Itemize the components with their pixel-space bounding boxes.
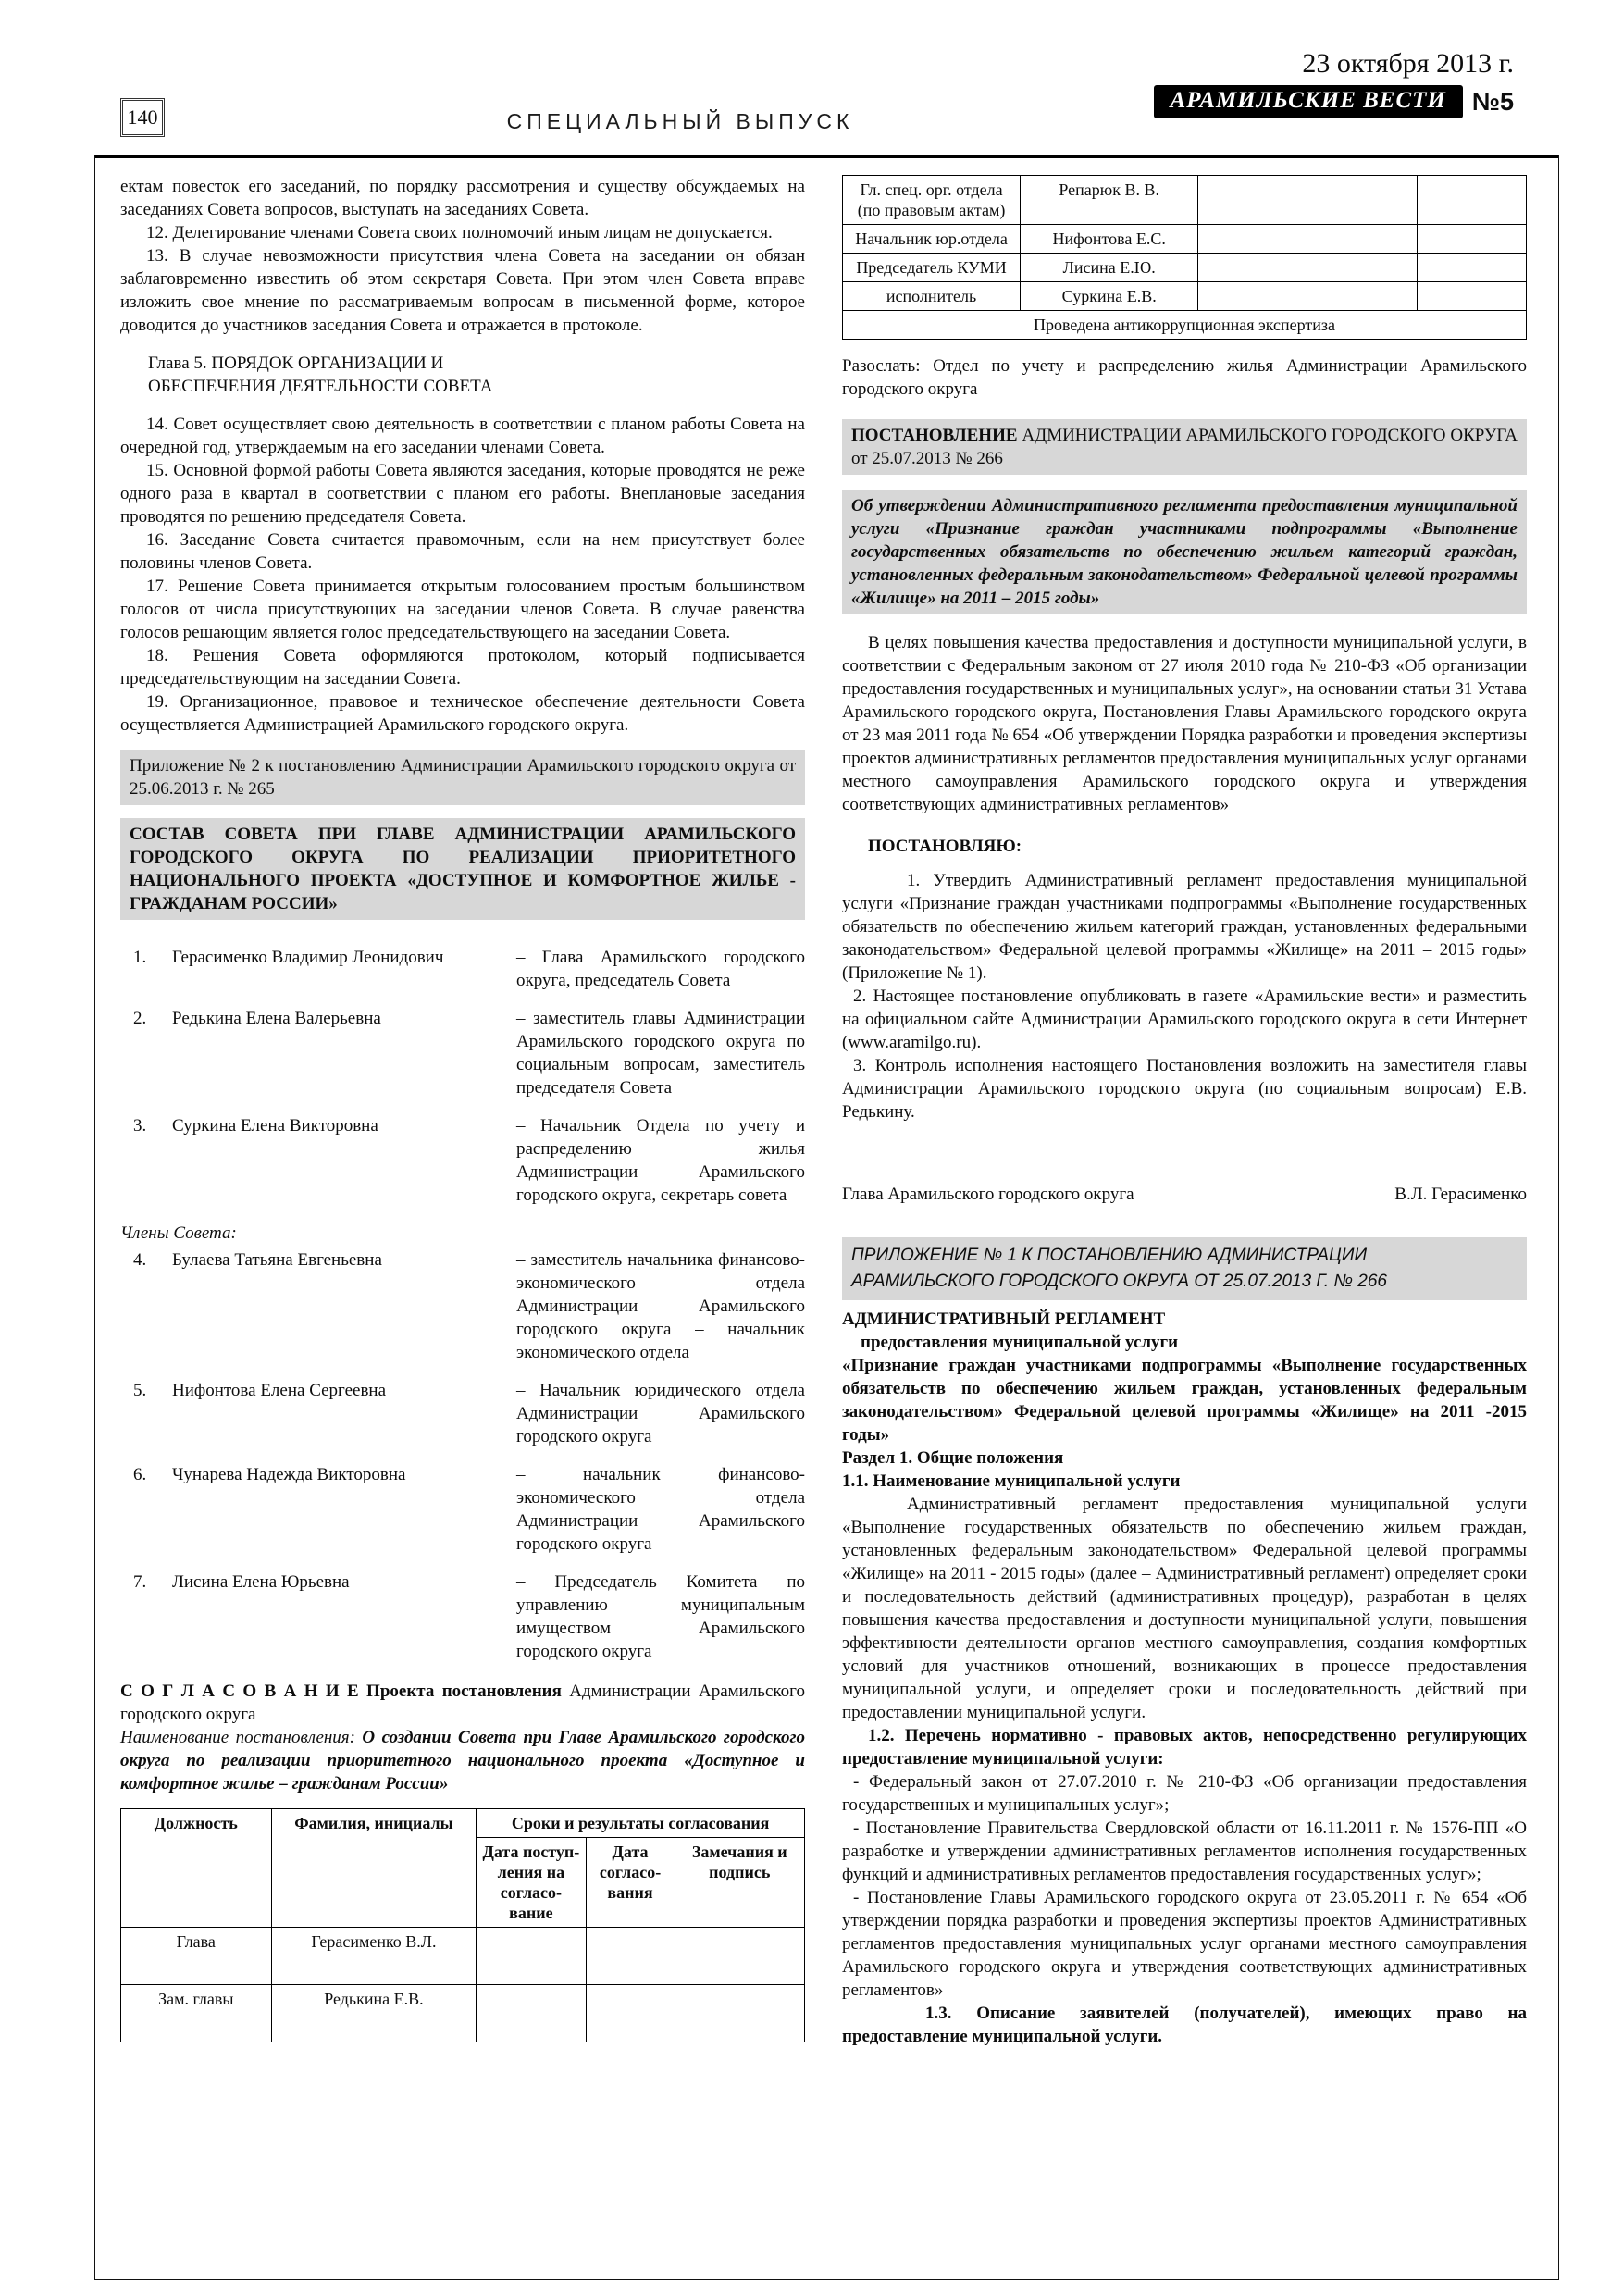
council-member: [120, 946, 805, 992]
table-row: [121, 1985, 805, 2042]
cell-empty: [1198, 282, 1307, 311]
council-member: [120, 1007, 805, 1099]
cell-empty: [1417, 225, 1526, 254]
legal-act-item: - Постановление Главы Арамильского городского округа от 23.05.2011 г. № 654 «Об утверждении порядка разработки и проведения экспертизы проектов Административных регламентов предоставления муниципальных услуг органами местного самоуправления Арамильского городского округа и утверждения соответствующих административных регламентов»: [842, 1888, 1527, 2000]
table-header-row: [121, 1809, 805, 1838]
member-name: Чунарева Надежда Викторовна: [172, 1465, 406, 1484]
resolution-preamble: В целях повышения качества предоставления и доступности муниципальной услуги, в соответствии с Федеральным законом от 27 июля 2010 года № 210-ФЗ «Об организации предоставления государственных и муниципальных услуг», на основании статьи 31 Устава Арамильского городского округа, Постановления Главы Арамильского городского округа от 23 мая 2011 года № 654 «Об утверждении Порядка разработки и проведения экспертизы проектов административных регламентов предоставления муниципальных услуг органами местного самоуправления Арамильского городского округа и утверждения соответствующих административных регламентов»: [842, 633, 1527, 814]
member-number: 4.: [133, 1250, 147, 1270]
agreement-heading: [120, 1680, 805, 1726]
council-title: СОСТАВ СОВЕТА ПРИ ГЛАВЕ АДМИНИСТРАЦИИ АРАМИЛЬСКОГО ГОРОДСКОГО ОКРУГА ПО РЕАЛИЗАЦИИ ПРИОРИТЕТНОГО НАЦИОНАЛЬНОГО ПРОЕКТА «ДОСТУПНОЕ И КОМФОРТНОЕ ЖИЛЬЕ - ГРАЖДАНАМ РОССИИ»: [120, 818, 805, 920]
cell-post: Начальник юр.отдела: [843, 225, 1021, 254]
resolution-title: [842, 419, 1527, 475]
approval-table-continued: [842, 175, 1527, 340]
member-name: Нифонтова Елена Сергеевна: [172, 1381, 387, 1400]
cell-empty: [477, 1928, 586, 1985]
section-heading: Раздел 1. Общие положения: [842, 1448, 1064, 1468]
approval-table: [120, 1808, 805, 2042]
agreement-name-label: Наименование постановления:: [120, 1728, 363, 1747]
resolution-item: [842, 985, 1527, 1054]
member-name: Лисина Елена Юрьевна: [172, 1572, 350, 1592]
cell-name: Суркина Е.В.: [1021, 282, 1198, 311]
chapter-heading-line: ОБЕСПЕЧЕНИЯ ДЕЯТЕЛЬНОСТИ СОВЕТА: [148, 377, 493, 396]
body-paragraph: 13. В случае невозможности присутствия члена Совета на заседании он обязан заблаговременно известить об этом секретаря Совета. При этом член Совета вправе изложить свое мнение по рассматриваемым вопросам в письменной форме, которое доводится до участников заседания Совета и отражается в протоколе.: [120, 246, 805, 335]
col-header-terms: Сроки и результаты согласования: [477, 1809, 805, 1838]
agreement-name-text: О создании Совета при Главе Арамильского городского округа по реализации приоритетного национального проекта «Доступное и комфортное жилье – гражданам России»: [120, 1728, 805, 1793]
resolution-item: 1. Утвердить Административный регламент предоставления муниципальной услуги «Признание граждан участниками подпрограммы «Выполнение государственных обязательств по обеспечению жильем категорий граждан, установленных федеральными законодательством» Федеральной целевой программы «Жилище» на 2011 – 2015 годы» (Приложение № 1).: [842, 871, 1527, 983]
body-paragraph: 19. Организационное, правовое и техническое обеспечение деятельности Совета осуществляется Администрацией Арамильского городского округа.: [120, 692, 805, 735]
section-heading: 1.1. Наименование муниципальной услуги: [842, 1471, 1181, 1491]
annex1-line: АРАМИЛЬСКОГО ГОРОДСКОГО ОКРУГА ОТ 25.07.2013 Г. № 266: [851, 1272, 1387, 1291]
resolution-item: 3. Контроль исполнения настоящего Постановления возложить на заместителя главы Администрации Арамильского городского округа (по социальным вопросам) Е.В. Редькину.: [842, 1056, 1527, 1122]
right-column: [842, 175, 1527, 2048]
cell-post: Гл. спец. орг. отдела (по правовым актам): [843, 176, 1021, 225]
col-header-post: Должность: [121, 1809, 272, 1928]
annex1-heading: [842, 1237, 1527, 1300]
content-columns: [0, 158, 1623, 2048]
cell-empty: [1307, 176, 1417, 225]
member-name: Герасименко Владимир Леонидович: [172, 948, 444, 967]
member-name: Булаева Татьяна Евгеньевна: [172, 1250, 382, 1270]
cell-name: Нифонтова Е.С.: [1021, 225, 1198, 254]
cell-name: Репарюк В. В.: [1021, 176, 1198, 225]
table-row: [843, 176, 1527, 225]
member-name: Суркина Елена Викторовна: [172, 1116, 378, 1136]
agreement-heading-bold: С О Г Л А С О В А Н И Е Проекта постановления: [120, 1682, 570, 1701]
member-number: 2.: [133, 1009, 147, 1028]
table-row: [843, 225, 1527, 254]
newspaper-logo: АРАМИЛЬСКИЕ ВЕСТИ: [1154, 85, 1463, 118]
cell-empty: [477, 1985, 586, 2042]
body-paragraph: 18. Решения Совета оформляются протоколом, который подписывается председательствующим на заседании Совета.: [120, 646, 805, 689]
masthead: [0, 0, 1623, 155]
member-role: – Начальник Отдела по учету и распределению жилья Администрации Арамильского городского округа, секретарь совета: [516, 1116, 805, 1205]
body-paragraph: ектам повесток его заседаний, по порядку рассмотрения и существу обсуждаемых на заседаниях Совета вопросов, выступать на заседаниях Совета.: [120, 177, 805, 219]
resolution-subject: Об утверждении Административного регламента предоставления муниципальной услуги «Признание граждан участниками подпрограммы «Выполнение государственных обязательств по обеспечению жильем категорий граждан, установленных федеральным законодательством» Федеральной целевой программы «Жилище» на 2011 – 2015 годы»: [842, 490, 1527, 614]
cell-empty: [1198, 176, 1307, 225]
table-footer-row: [843, 311, 1527, 340]
resolution-item-text: 2. Настоящее постановление опубликовать в газете «Арамильские вести» и разместить на официальном сайте Администрации Арамильского городского округа в сети Интернет: [842, 987, 1527, 1029]
cell-empty: [1417, 176, 1526, 225]
logo-row: [1154, 85, 1514, 118]
cell-empty: [675, 1928, 804, 1985]
member-role: – Председатель Комитета по управлению муниципальным имуществом Арамильского городского округа: [516, 1572, 805, 1661]
body-paragraph: 14. Совет осуществляет свою деятельность в соответствии с планом работы Совета на очередной год, утверждаемым на его заседании членами Совета.: [120, 415, 805, 457]
cell-empty: [675, 1985, 804, 2042]
table-row: [121, 1928, 805, 1985]
masthead-right: [1154, 48, 1514, 118]
cell-empty: [586, 1985, 675, 2042]
member-role: – заместитель начальника финансово-экономического отдела Администрации Арамильского городского округа – начальник экономического отдела: [516, 1250, 805, 1362]
body-paragraph: 17. Решение Совета принимается открытым голосованием простым большинством голосов от числа присутствующих на заседании членов Совета. В случае равенства голосов решающим является голос председательствующего на заседании Совета.: [120, 577, 805, 642]
section-heading: 1.2. Перечень нормативно - правовых актов, непосредственно регулирующих предоставление муниципальной услуги:: [842, 1726, 1527, 1769]
col-header-date-ok: Дата согласо-вания: [586, 1838, 675, 1928]
council-member: [120, 1570, 805, 1663]
distribution-note: Разослать: Отдел по учету и распределению жилья Администрации Арамильского городского округа: [842, 356, 1527, 399]
regulation-title: АДМИНИСТРАТИВНЫЙ РЕГЛАМЕНТ: [842, 1309, 1166, 1329]
member-number: 7.: [133, 1572, 147, 1592]
body-paragraph: Административный регламент предоставления муниципальной услуги «Выполнение государственных обязательств по обеспечению жильем граждан, установленных федеральным законодательством» Федеральной целевой программы «Жилище» на 2011 - 2015 годы» (далее – Административный регламент) определяет сроки и последовательность действий (административных процедур), разработан в целях повышения качества предоставления и доступности муниципальной услуги, повышения эффективности деятельности органов местного самоуправления, создания комфортных условий для участников отношений, возникающих в процессе предоставления муниципальной услуги, и определяет сроки и последовательность действий при предоставлении муниципальной услуги.: [842, 1495, 1527, 1722]
issue-date: 23 октября 2013 г.: [1302, 48, 1514, 79]
agreement-name: [120, 1726, 805, 1795]
agreement-heading-rest: Администрации Арамильского городского округа: [120, 1682, 805, 1724]
regulation-name: «Признание граждан участниками подпрограммы «Выполнение государственных обязательств по обеспечению жильем граждан, установленных федеральным законодательством» Федеральной целевой программы «Жилище» на 2011 -2015 годы»: [842, 1356, 1527, 1445]
council-member: [120, 1114, 805, 1207]
col-header-date-in: Дата поступ-ления на согласо-вание: [477, 1838, 586, 1928]
cell-empty: [1307, 282, 1417, 311]
chapter-heading-line: Глава 5. ПОРЯДОК ОРГАНИЗАЦИИ И: [148, 354, 444, 373]
issue-number: №5: [1471, 87, 1514, 116]
legal-act-item: - Постановление Правительства Свердловской области от 16.11.2011 г. № 1576-ПП «О разработке и утверждении административных регламентов исполнения государственных функций и административных регламентов предоставления государственных услуг»;: [842, 1818, 1527, 1884]
table-row: [843, 254, 1527, 282]
cell-name: Редькина Е.В.: [271, 1985, 477, 2042]
resolution-title-bold: ПОСТАНОВЛЕНИЕ: [851, 426, 1018, 445]
member-role: – заместитель главы Администрации Арамильского городского округа по социальным вопросам, заместитель председателя Совета: [516, 1009, 805, 1098]
page-number: 140: [127, 105, 158, 129]
cell-post: Председатель КУМИ: [843, 254, 1021, 282]
member-role: – начальник финансово-экономического отдела Администрации Арамильского городского округа: [516, 1465, 805, 1554]
cell-post: Зам. главы: [121, 1985, 272, 2042]
cell-name: Герасименко В.Л.: [271, 1928, 477, 1985]
col-header-notes: Замечания и подпись: [675, 1838, 804, 1928]
member-number: 3.: [133, 1116, 147, 1136]
member-role: – Начальник юридического отдела Администрации Арамильского городского округа: [516, 1381, 805, 1446]
members-subheading: Члены Совета:: [120, 1223, 237, 1243]
cell-empty: [1307, 225, 1417, 254]
council-member: [120, 1248, 805, 1364]
cell-empty: [1198, 225, 1307, 254]
council-member: [120, 1379, 805, 1448]
frame-line-right: [1558, 155, 1559, 2280]
resolution-title-rest: АДМИНИСТРАЦИИ АРАМИЛЬСКОГО ГОРОДСКОГО ОКРУГА от 25.07.2013 № 266: [851, 426, 1518, 468]
agreement-block: [120, 1680, 805, 1795]
cell-empty: [1198, 254, 1307, 282]
member-number: 1.: [133, 948, 147, 967]
expertise-note: Проведена антикоррупционная экспертиза: [843, 311, 1527, 340]
regulation-subtitle: предоставления муниципальной услуги: [861, 1333, 1179, 1352]
section-heading: 1.3. Описание заявителей (получателей), имеющих право на предоставление муниципальной услуги.: [842, 2004, 1527, 2046]
left-column: [120, 175, 805, 2048]
frame-line-left: [94, 155, 95, 2280]
member-number: 5.: [133, 1381, 147, 1400]
body-paragraph: 16. Заседание Совета считается правомочным, если на нем присутствует более половины членов Совета.: [120, 530, 805, 573]
signature-position: Глава Арамильского городского округа: [842, 1185, 1134, 1204]
special-issue-title: СПЕЦИАЛЬНЫЙ ВЫПУСК: [506, 109, 854, 133]
chapter-heading: [148, 352, 805, 398]
resolve-word: ПОСТАНОВЛЯЮ:: [868, 837, 1022, 856]
body-paragraph: 12. Делегирование членами Совета своих полномочий иным лицам не допускается.: [146, 223, 773, 242]
signature-row: [842, 1183, 1527, 1206]
cell-post: исполнитель: [843, 282, 1021, 311]
cell-empty: [1417, 282, 1526, 311]
annex1-line: ПРИЛОЖЕНИЕ № 1 К ПОСТАНОВЛЕНИЮ АДМИНИСТРАЦИИ: [851, 1246, 1368, 1265]
website-link[interactable]: (www.aramilgo.ru).: [842, 1033, 982, 1052]
cell-empty: [586, 1928, 675, 1985]
cell-empty: [1417, 254, 1526, 282]
col-header-name: Фамилия, инициалы: [271, 1809, 477, 1928]
council-members-list: [120, 946, 805, 1663]
annex2-note: Приложение № 2 к постановлению Администрации Арамильского городского округа от 25.06.2013 г. № 265: [120, 750, 805, 805]
regulation-block: [842, 1308, 1527, 2048]
member-number: 6.: [133, 1465, 147, 1484]
body-paragraph: 15. Основной формой работы Совета являются заседания, которые проводятся не реже одного раза в квартал в соответствии с планом его работы. Внеплановые заседания проводятся по решению председателя Совета.: [120, 461, 805, 527]
cell-post: Глава: [121, 1928, 272, 1985]
frame-line-bottom: [94, 2279, 1559, 2280]
signature-name: В.Л. Герасименко: [1394, 1185, 1527, 1204]
council-member: [120, 1463, 805, 1556]
table-row: [843, 282, 1527, 311]
legal-act-item: - Федеральный закон от 27.07.2010 г. № 210-ФЗ «Об организации предоставления государственных и муниципальных услуг»;: [842, 1772, 1527, 1815]
cell-name: Лисина Е.Ю.: [1021, 254, 1198, 282]
member-name: Редькина Елена Валерьевна: [172, 1009, 381, 1028]
cell-empty: [1307, 254, 1417, 282]
member-role: – Глава Арамильского городского округа, председатель Совета: [516, 948, 805, 990]
